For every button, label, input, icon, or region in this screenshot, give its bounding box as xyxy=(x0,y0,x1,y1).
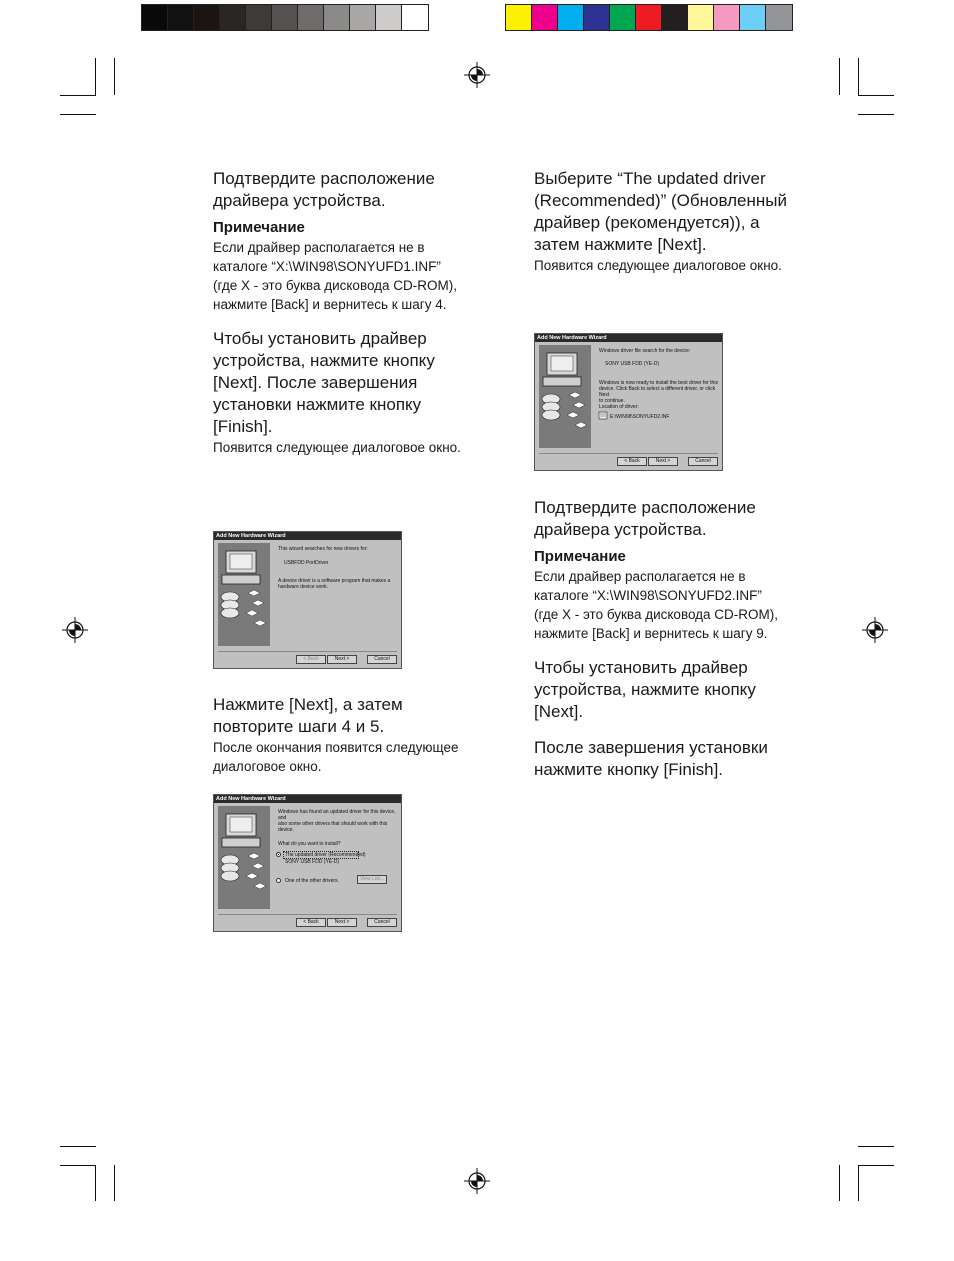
color-swatch xyxy=(610,5,636,30)
color-swatch xyxy=(324,5,350,30)
crop-mark xyxy=(95,58,96,95)
color-swatch xyxy=(246,5,272,30)
crop-mark xyxy=(60,114,96,115)
color-swatch xyxy=(298,5,324,30)
color-swatch xyxy=(558,5,584,30)
left-column xyxy=(213,168,468,457)
dialog-question: What do you want to install? xyxy=(278,841,341,847)
note-text: Если драйвер располагается не в каталоге “X:\WIN98\SONYUFD2.INF” (где X - это буква дисковода CD-ROM), нажмите [Back] и вернитесь к шагу 9. xyxy=(534,569,779,641)
wizard-illustration xyxy=(539,345,591,448)
step-text: Подтвердите расположение драйвера устройства. xyxy=(213,169,435,210)
dialog-text: Windows has found an updated driver for this device, and also some other drivers that should work with this device. xyxy=(278,809,396,833)
step-text: Выберите “The updated driver (Recommended)” (Обновленный драйвер (рекомендуется)), а затем нажмите [Next]. xyxy=(534,169,787,254)
dialog-text: Windows driver file search for the device: xyxy=(599,348,691,354)
color-swatch xyxy=(194,5,220,30)
color-swatch xyxy=(220,5,246,30)
step-text: После завершения установки нажмите кнопку [Finish]. xyxy=(534,738,768,779)
note-title: Примечание xyxy=(213,219,305,236)
crop-mark xyxy=(858,114,894,115)
step-text: Чтобы установить драйвер устройства, нажмите кнопку [Next]. xyxy=(534,658,756,721)
dialog-device-name: SONY USB FDD (YE-D) xyxy=(605,361,660,367)
color-bar-grayscale xyxy=(141,4,429,31)
note-title: Примечание xyxy=(534,548,626,565)
dialog-label: Location of driver: xyxy=(599,404,639,410)
computer-cd-icon xyxy=(218,543,270,639)
color-swatch xyxy=(766,5,792,30)
computer-cd-icon xyxy=(539,345,591,441)
color-swatch xyxy=(142,5,168,30)
wizard-dialog-screenshot xyxy=(213,794,402,932)
dialog-text: A device driver is a software program that makes a hardware device work. xyxy=(278,578,391,590)
radio-label: The updated driver (Recommended) xyxy=(285,852,366,858)
registration-mark-icon xyxy=(464,62,490,88)
crop-mark xyxy=(858,1146,894,1147)
step-text: Нажмите [Next], а затем повторите шаги 4 и 5. xyxy=(213,695,403,736)
crop-mark xyxy=(858,58,859,95)
step-subtext: Появится следующее диалоговое окно. xyxy=(213,440,461,455)
dialog-separator xyxy=(218,914,397,915)
color-swatch xyxy=(740,5,766,30)
step-text: Подтвердите расположение драйвера устройства. xyxy=(534,498,756,539)
computer-cd-icon xyxy=(218,806,270,902)
step-subtext: Появится следующее диалоговое окно. xyxy=(534,258,782,273)
right-column-lower xyxy=(534,497,789,781)
crop-mark xyxy=(60,1165,96,1166)
registration-mark-icon xyxy=(464,1168,490,1194)
back-button[interactable]: < Back xyxy=(617,457,647,466)
note-text: Если драйвер располагается не в каталоге “X:\WIN98\SONYUFD1.INF” (где X - это буква дисковода CD-ROM), нажмите [Back] и вернитесь к шагу 4. xyxy=(213,240,458,312)
cancel-button[interactable]: Cancel xyxy=(688,457,718,466)
crop-mark xyxy=(114,58,115,95)
color-swatch xyxy=(506,5,532,30)
registration-mark-icon xyxy=(62,617,88,643)
driver-path: E:\WIN98\SONYUFD2.INF xyxy=(610,414,670,420)
color-bar-process xyxy=(505,4,793,31)
back-button[interactable]: < Back xyxy=(296,655,326,664)
crop-mark xyxy=(60,95,96,96)
next-button[interactable]: Next > xyxy=(327,918,357,927)
radio-other-drivers[interactable] xyxy=(276,878,281,883)
right-column xyxy=(534,168,789,275)
crop-mark xyxy=(858,95,894,96)
radio-sublabel: SONY USB FDD (YE-D) xyxy=(285,859,340,865)
color-swatch xyxy=(662,5,688,30)
color-swatch xyxy=(636,5,662,30)
step-subtext: После окончания появится следующее диалоговое окно. xyxy=(213,740,459,774)
color-swatch xyxy=(376,5,402,30)
dialog-title: Add New Hardware Wizard xyxy=(214,795,401,803)
cancel-button[interactable]: Cancel xyxy=(367,655,397,664)
back-button[interactable]: < Back xyxy=(296,918,326,927)
wizard-illustration xyxy=(218,543,270,646)
color-swatch xyxy=(402,5,428,30)
crop-mark xyxy=(60,1146,96,1147)
crop-mark xyxy=(114,1165,115,1201)
next-button[interactable]: Next > xyxy=(327,655,357,664)
crop-mark xyxy=(95,1165,96,1201)
step-text: Чтобы установить драйвер устройства, нажмите кнопку [Next]. После завершения установки нажмите кнопку [Finish]. xyxy=(213,329,435,436)
registration-mark-icon xyxy=(862,617,888,643)
color-swatch xyxy=(584,5,610,30)
crop-mark xyxy=(839,1165,840,1201)
wizard-dialog-screenshot xyxy=(534,333,723,471)
left-column-lower xyxy=(213,694,468,776)
color-swatch xyxy=(272,5,298,30)
crop-mark xyxy=(858,1165,859,1201)
crop-mark xyxy=(858,1165,894,1166)
dialog-separator xyxy=(539,453,718,454)
radio-label: One of the other drivers. xyxy=(285,878,339,884)
view-list-button[interactable]: View List... xyxy=(357,875,387,884)
dialog-text: Windows is now ready to install the best driver for this device. Click Back to select a different driver, or click Next to continue. xyxy=(599,380,718,404)
color-swatch xyxy=(168,5,194,30)
wizard-dialog-screenshot xyxy=(213,531,402,669)
color-swatch xyxy=(714,5,740,30)
dialog-title: Add New Hardware Wizard xyxy=(214,532,401,540)
dialog-device-name: USBFDD PortDriver xyxy=(284,560,329,566)
crop-mark xyxy=(839,58,840,95)
driver-file-icon xyxy=(598,411,608,420)
wizard-illustration xyxy=(218,806,270,909)
next-button[interactable]: Next > xyxy=(648,457,678,466)
color-swatch xyxy=(688,5,714,30)
dialog-title: Add New Hardware Wizard xyxy=(535,334,722,342)
radio-updated-driver[interactable] xyxy=(276,852,281,857)
color-swatch xyxy=(350,5,376,30)
dialog-separator xyxy=(218,651,397,652)
dialog-text: This wizard searches for new drivers for: xyxy=(278,546,368,552)
cancel-button[interactable]: Cancel xyxy=(367,918,397,927)
color-swatch xyxy=(532,5,558,30)
